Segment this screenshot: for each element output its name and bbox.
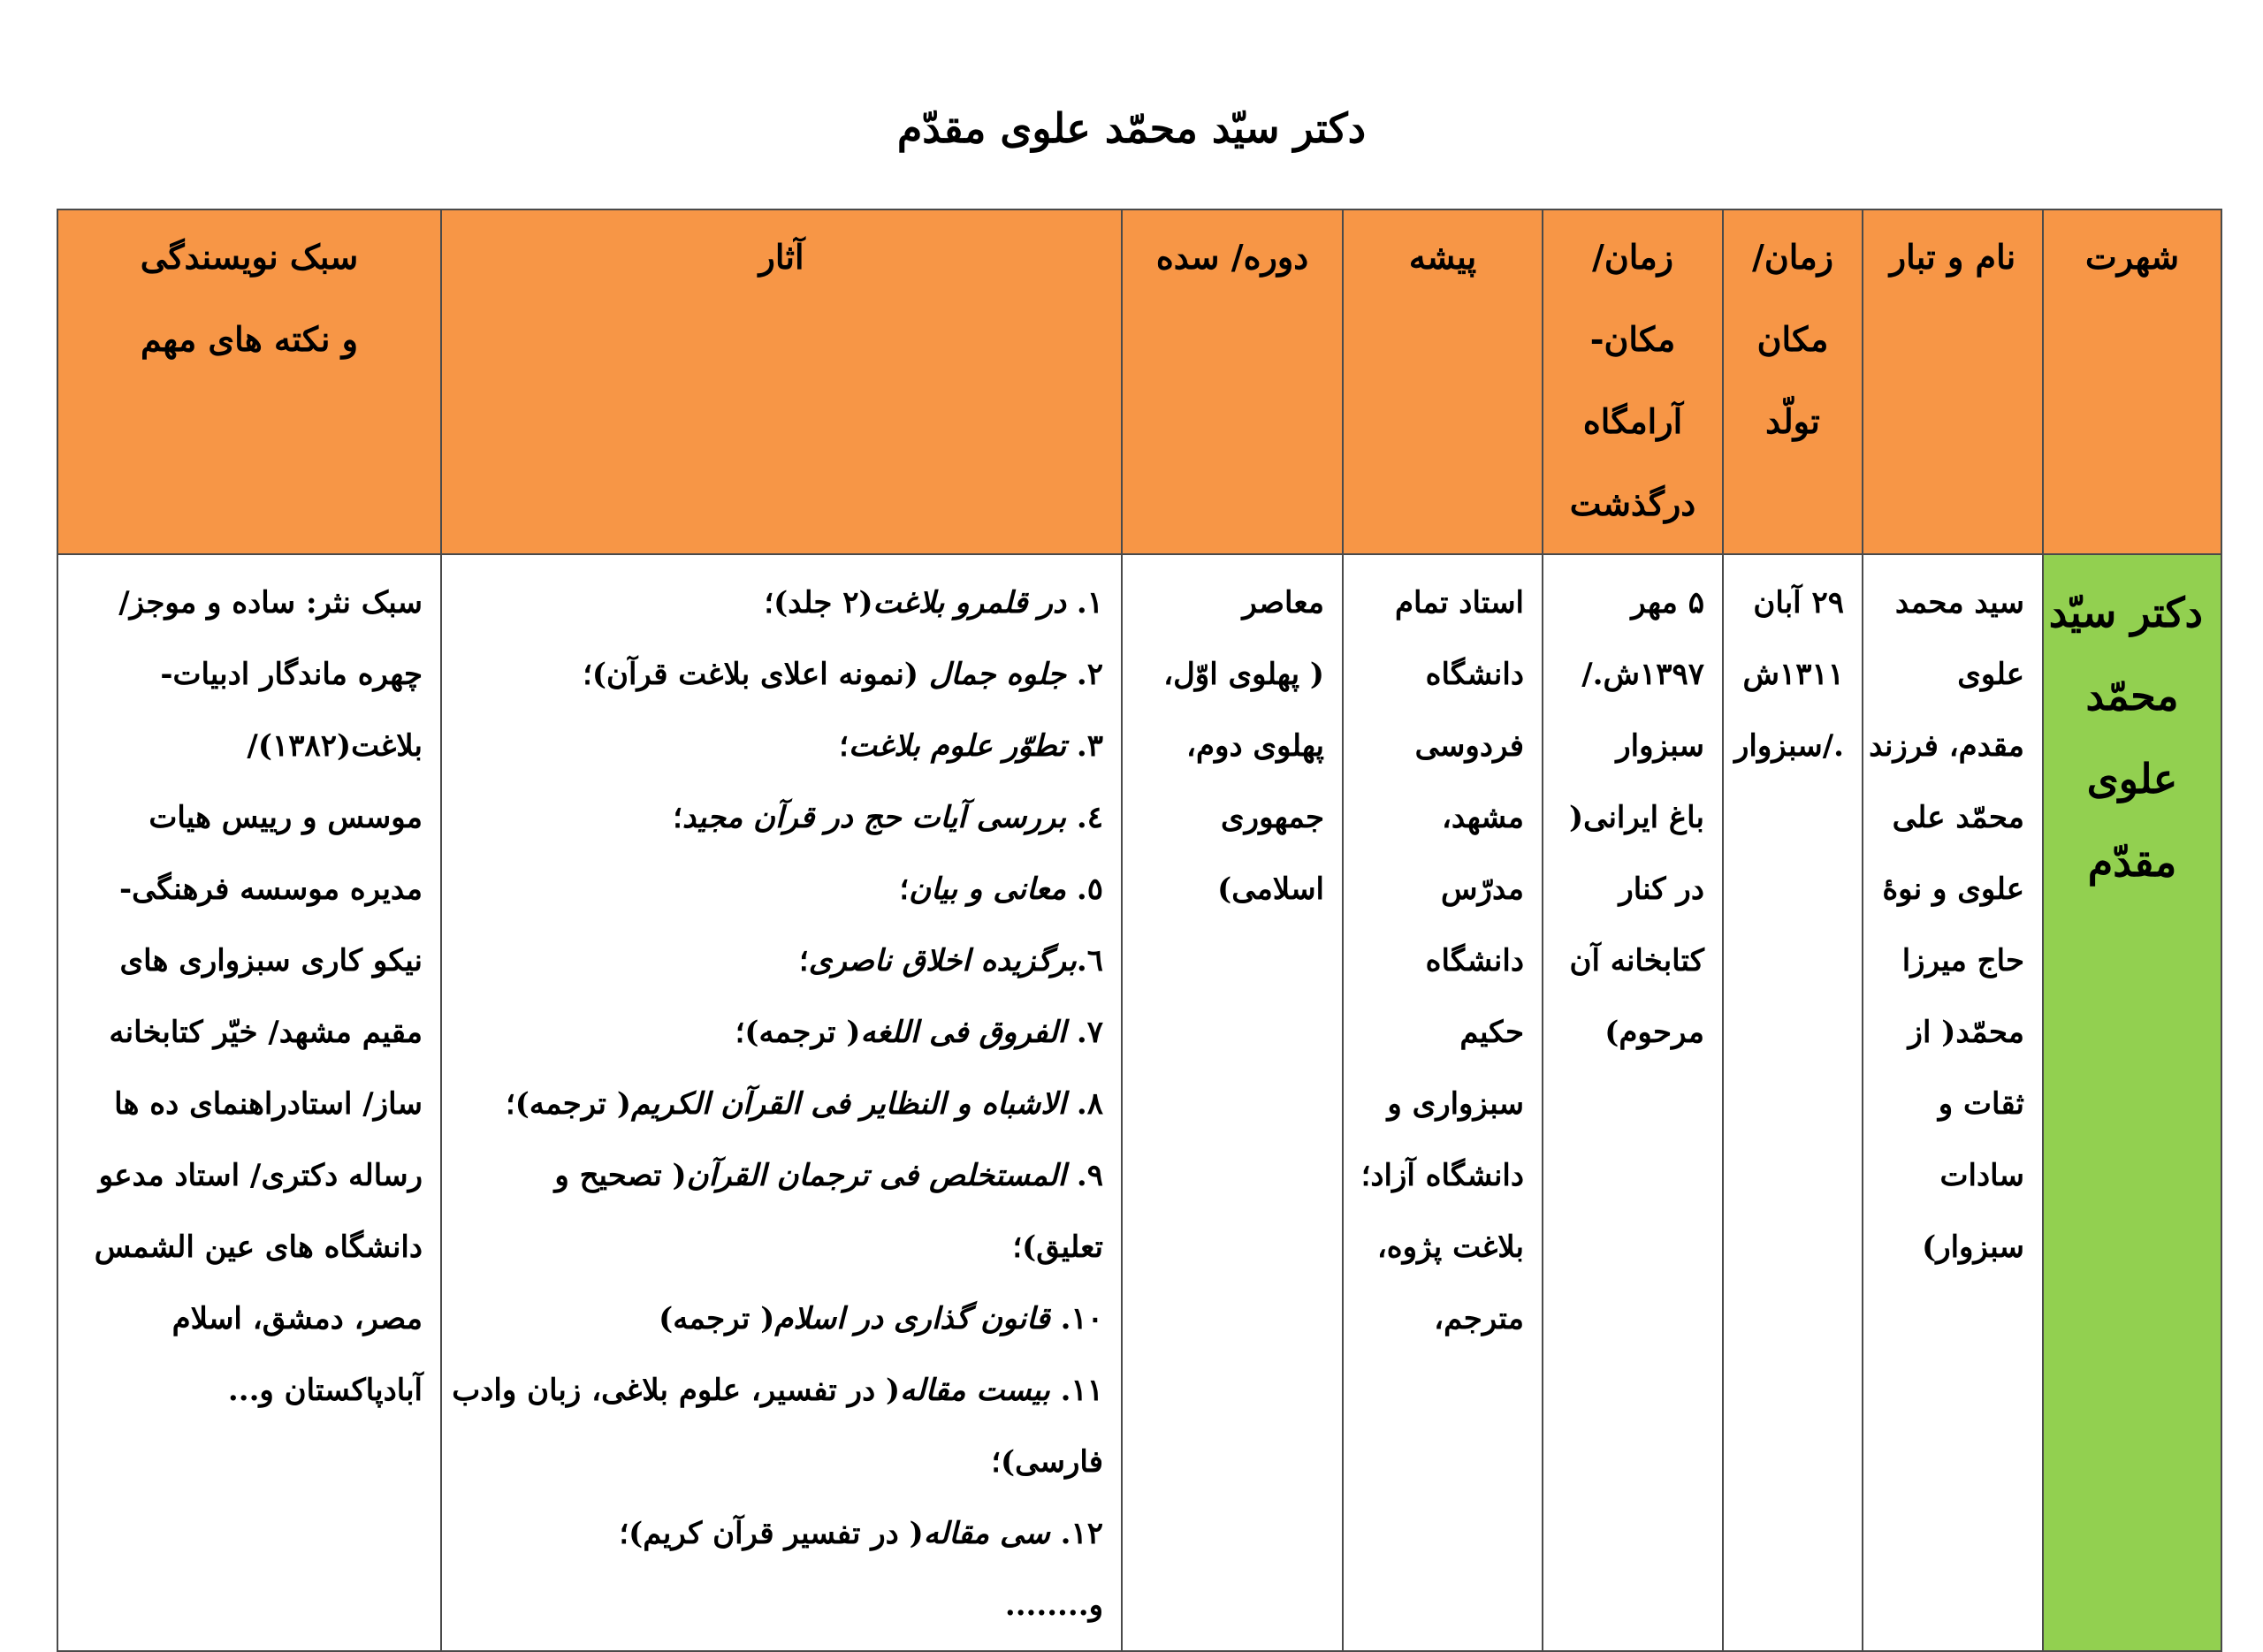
cell-line: درگذشت bbox=[1569, 483, 1696, 523]
work-title: الاشباه و النظایر فی القرآن الکریم bbox=[630, 1086, 1067, 1122]
work-detail: ( ترجمه)؛ bbox=[735, 1015, 861, 1050]
cell-line: محمّد علی bbox=[1892, 800, 2024, 835]
cell-works bbox=[441, 554, 1122, 1651]
work-detail: ( در تفسیر، علوم بلاغی، زبان وادب bbox=[452, 1373, 901, 1408]
work-number: ٩. bbox=[1066, 1158, 1103, 1193]
work-number: ١٢. bbox=[1049, 1516, 1103, 1551]
cell-line: دانشگاه های عین الشمس bbox=[94, 1229, 423, 1265]
cell-line: ثقات و bbox=[1938, 1086, 2024, 1122]
work-title: سی مقاله bbox=[923, 1516, 1050, 1551]
cell-line: ./سبزوار bbox=[1733, 728, 1844, 764]
cell-line: زمان/ bbox=[1751, 237, 1834, 277]
cell-name bbox=[1863, 554, 2043, 1651]
work-number: ٦. bbox=[1076, 943, 1103, 978]
header-death bbox=[1543, 209, 1723, 554]
cell-line: سبزوار) bbox=[1922, 1229, 2024, 1265]
work-item bbox=[460, 1212, 1103, 1283]
cell-line: نام و تبار bbox=[1889, 237, 2016, 277]
table-row bbox=[57, 554, 2221, 1651]
work-title: معانی و بیان bbox=[909, 872, 1067, 907]
work-number: ۱. bbox=[1066, 585, 1103, 620]
header-works bbox=[441, 209, 1122, 554]
cell-line: علوی و نوهٔ bbox=[1882, 872, 2024, 907]
work-detail: ( ترجمه) bbox=[659, 1301, 775, 1336]
cell-line: سبزواری و bbox=[1387, 1086, 1524, 1122]
work-item bbox=[460, 925, 1103, 997]
work-number: ٥. bbox=[1066, 872, 1103, 907]
work-title: بیست مقاله bbox=[900, 1373, 1050, 1408]
cell-line: باغ ایرانی( bbox=[1569, 800, 1704, 835]
cell-job bbox=[1343, 554, 1543, 1651]
cell-line: در کنار bbox=[1619, 872, 1704, 907]
cell-line: تولّد bbox=[1765, 401, 1820, 441]
cell-style bbox=[57, 554, 441, 1651]
work-item bbox=[460, 567, 1103, 639]
cell-line: سبک نویسندگی bbox=[140, 237, 359, 277]
work-number: ٨. bbox=[1066, 1086, 1103, 1122]
cell-line: زمان/ bbox=[1591, 237, 1674, 277]
cell-line: نیکو کاری سبزواری های bbox=[119, 943, 423, 978]
cell-era bbox=[1122, 554, 1343, 1651]
work-item bbox=[460, 997, 1103, 1069]
work-item bbox=[460, 854, 1103, 925]
cell-death bbox=[1543, 554, 1723, 1651]
cell-birth bbox=[1723, 554, 1863, 1651]
biography-table bbox=[57, 209, 2222, 1652]
cell-line: رساله دکتری/ استاد مدعو bbox=[98, 1158, 423, 1193]
work-title: تطوّر علوم بلاغت bbox=[848, 728, 1067, 764]
cell-line: مدیره موسسه فرهنگی- bbox=[118, 872, 423, 907]
work-item bbox=[460, 1069, 1103, 1140]
cell-line: آبادپاکستان و... bbox=[227, 1373, 423, 1408]
header-era bbox=[1122, 209, 1343, 554]
cell-line: ۲۹ آبان bbox=[1753, 585, 1844, 620]
work-detail: فارسی)؛ bbox=[991, 1444, 1103, 1480]
cell-line: آرامگاه bbox=[1582, 401, 1683, 441]
page-title: دکتر سیّد محمّد علوی مقدّم bbox=[896, 104, 1367, 152]
work-detail: (نمونه اعلای بلاغت قرآن)؛ bbox=[583, 657, 929, 692]
work-detail: ( تصحیح و bbox=[554, 1158, 687, 1193]
work-detail: ( ترجمه)؛ bbox=[505, 1086, 631, 1122]
cell-line: ۵ مهر bbox=[1631, 585, 1704, 620]
cell-line: موسس و رییس هیات bbox=[149, 800, 423, 835]
cell-line: فردوسی bbox=[1414, 728, 1524, 764]
work-detail: ( در تفسیر قرآن کریم)؛ bbox=[619, 1516, 924, 1551]
cell-line: ساز/ استادراهنمای ده ها bbox=[114, 1086, 423, 1122]
cell-line: پیشه bbox=[1408, 237, 1477, 277]
cell-line: ( پهلوی اوّل، bbox=[1163, 657, 1324, 692]
header-row bbox=[57, 209, 2221, 554]
cell-line: دانشگاه bbox=[1425, 657, 1524, 692]
cell-line: حاج میرزا bbox=[1901, 943, 2024, 978]
cell-line: مقیم مشهد/ خیّر کتابخانه bbox=[109, 1015, 423, 1050]
work-title: الفروق فی اللغه bbox=[860, 1015, 1067, 1050]
work-item bbox=[460, 782, 1103, 854]
cell-line: مکان- bbox=[1589, 319, 1676, 359]
work-number: ۲. bbox=[1066, 657, 1103, 692]
cell-line: ۱۳۱۱ش bbox=[1742, 657, 1844, 692]
cell-line: مترجم، bbox=[1434, 1301, 1524, 1336]
cell-line: حکیم bbox=[1459, 1015, 1524, 1050]
cell-line: سادات bbox=[1939, 1158, 2024, 1193]
cell-line: دانشگاه bbox=[1425, 943, 1524, 978]
work-item bbox=[460, 639, 1103, 711]
cell-line: بلاغت(۱۳۸۲)/ bbox=[247, 728, 423, 764]
work-item bbox=[460, 711, 1103, 782]
header-fame bbox=[2043, 209, 2221, 554]
cell-line: مصر، دمشق، اسلام bbox=[171, 1301, 423, 1336]
work-number: ٧. bbox=[1066, 1015, 1103, 1050]
cell-line: مقدّم bbox=[2087, 838, 2177, 886]
cell-line: مدرّس bbox=[1441, 872, 1524, 907]
work-title: بررسی آیات حج در قرآن مجید bbox=[682, 800, 1067, 835]
cell-line: جمهوری bbox=[1221, 800, 1324, 835]
cell-line: سبک نثر: ساده و موجز/ bbox=[118, 585, 423, 620]
cell-line: و نکته های مهم bbox=[141, 319, 358, 359]
cell-line: سید محمد bbox=[1894, 585, 2024, 620]
work-detail: ؛ bbox=[798, 943, 809, 978]
cell-line: ۱۳۹۷ش./ bbox=[1581, 657, 1704, 692]
work-title: در قلمرو بلاغت bbox=[872, 585, 1067, 620]
cell-line: دانشگاه آزاد؛ bbox=[1360, 1158, 1524, 1193]
cell-line: علوی bbox=[2086, 755, 2178, 803]
work-title: جلوه جمال bbox=[928, 657, 1067, 692]
header-name bbox=[1863, 209, 2043, 554]
cell-line: دکتر سیّد bbox=[2048, 589, 2203, 636]
cell-fame bbox=[2043, 554, 2221, 1651]
work-detail: ؛ bbox=[673, 800, 682, 835]
cell-line: دوره/ سده bbox=[1155, 237, 1309, 277]
cell-line: مشهد، bbox=[1441, 800, 1524, 835]
work-item bbox=[460, 1283, 1103, 1355]
cell-line: پهلوی دوم، bbox=[1186, 728, 1324, 764]
work-detail: ؛ bbox=[839, 728, 849, 764]
cell-line: چهره ماندگار ادبیات- bbox=[160, 657, 423, 692]
work-title: المستخلص فی ترجمان القرآن bbox=[686, 1158, 1067, 1193]
work-detail: تعلیق)؛ bbox=[1012, 1229, 1103, 1265]
work-item bbox=[460, 1498, 1103, 1570]
cell-line: بلاغت پژوه، bbox=[1376, 1229, 1524, 1265]
cell-line: علوی bbox=[1957, 657, 2024, 692]
cell-line: آثار bbox=[758, 237, 804, 277]
cell-line: کتابخانه آن bbox=[1569, 943, 1704, 978]
work-number: ١١. bbox=[1049, 1373, 1103, 1408]
header-style bbox=[57, 209, 441, 554]
cell-line: مکان bbox=[1756, 319, 1829, 359]
cell-line: اسلامی) bbox=[1217, 872, 1324, 907]
work-title: قانون گذاری در اسلام bbox=[774, 1301, 1050, 1336]
header-birth bbox=[1723, 209, 1863, 554]
cell-line: مقدم، فرزند bbox=[1869, 728, 2024, 764]
work-detail: ؛ bbox=[899, 872, 910, 907]
cell-line: سبزوار bbox=[1616, 728, 1704, 764]
work-number: ۳. bbox=[1066, 728, 1103, 764]
header-job bbox=[1343, 209, 1543, 554]
work-number: ٤. bbox=[1066, 800, 1103, 835]
work-item bbox=[452, 1355, 1103, 1427]
cell-line: استاد تمام bbox=[1394, 585, 1524, 620]
work-number: ١٠. bbox=[1049, 1301, 1103, 1336]
cell-line: محمّد bbox=[2085, 672, 2179, 719]
cell-line: معاصر bbox=[1242, 585, 1324, 620]
work-item bbox=[460, 1140, 1103, 1212]
work-item bbox=[460, 1570, 1103, 1641]
work-item bbox=[460, 1427, 1103, 1498]
work-title: برگزیده اخلاق ناصری bbox=[808, 943, 1077, 978]
work-detail: و........ bbox=[1004, 1587, 1103, 1623]
work-detail: (۲ جلد)؛ bbox=[764, 585, 873, 620]
cell-line: مرحوم) bbox=[1604, 1015, 1704, 1050]
cell-line: محمّد( از bbox=[1908, 1015, 2024, 1050]
cell-line: شهرت bbox=[2084, 237, 2180, 277]
